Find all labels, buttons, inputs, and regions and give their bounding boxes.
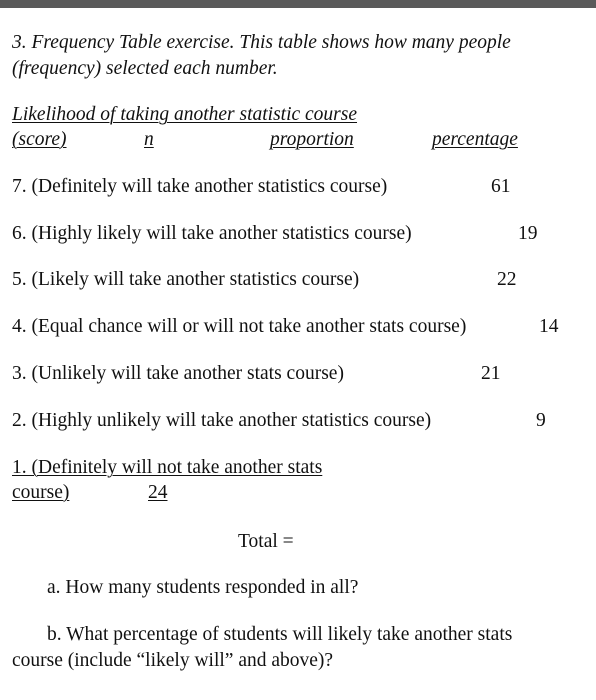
table-caption: Likelihood of taking another statistic course <box>12 104 358 125</box>
table-row-label: 3. (Unlikely will take another stats course) <box>12 363 344 384</box>
top-border <box>0 0 596 8</box>
column-header-percentage: percentage <box>432 129 518 150</box>
table-row-label-continued: course) <box>12 482 70 503</box>
table-row-n: 21 <box>481 363 501 384</box>
question-a: a. How many students responded in all? <box>47 577 359 598</box>
table-row-label: 2. (Highly unlikely will take another statistics course) <box>12 410 432 431</box>
table-row-n: 61 <box>491 176 511 197</box>
question-b-line2: course (include “likely will” and above)? <box>12 650 334 671</box>
table-row-n: 14 <box>539 316 559 337</box>
table-row-label: 6. (Highly likely will take another statistics course) <box>12 223 412 244</box>
question-b-line1: b. What percentage of students will likely take another stats <box>47 624 513 645</box>
table-row-label: 1. (Definitely will not take another stats <box>12 457 323 478</box>
table-row-n: 22 <box>497 269 517 290</box>
exercise-heading-line2: (frequency) selected each number. <box>12 58 278 79</box>
total-label: Total = <box>238 531 294 552</box>
table-row-n: 24 <box>148 482 168 503</box>
table-row-label: 7. (Definitely will take another statistics course) <box>12 176 388 197</box>
table-row-n: 9 <box>536 410 546 431</box>
column-header-proportion: proportion <box>270 129 354 150</box>
table-row-label: 4. (Equal chance will or will not take another stats course) <box>12 316 467 337</box>
table-row-n: 19 <box>518 223 538 244</box>
table-row-label: 5. (Likely will take another statistics course) <box>12 269 360 290</box>
exercise-heading-line1: 3. Frequency Table exercise. This table shows how many people <box>12 32 511 53</box>
column-header-n: n <box>144 129 154 150</box>
column-header-score: (score) <box>12 129 67 150</box>
